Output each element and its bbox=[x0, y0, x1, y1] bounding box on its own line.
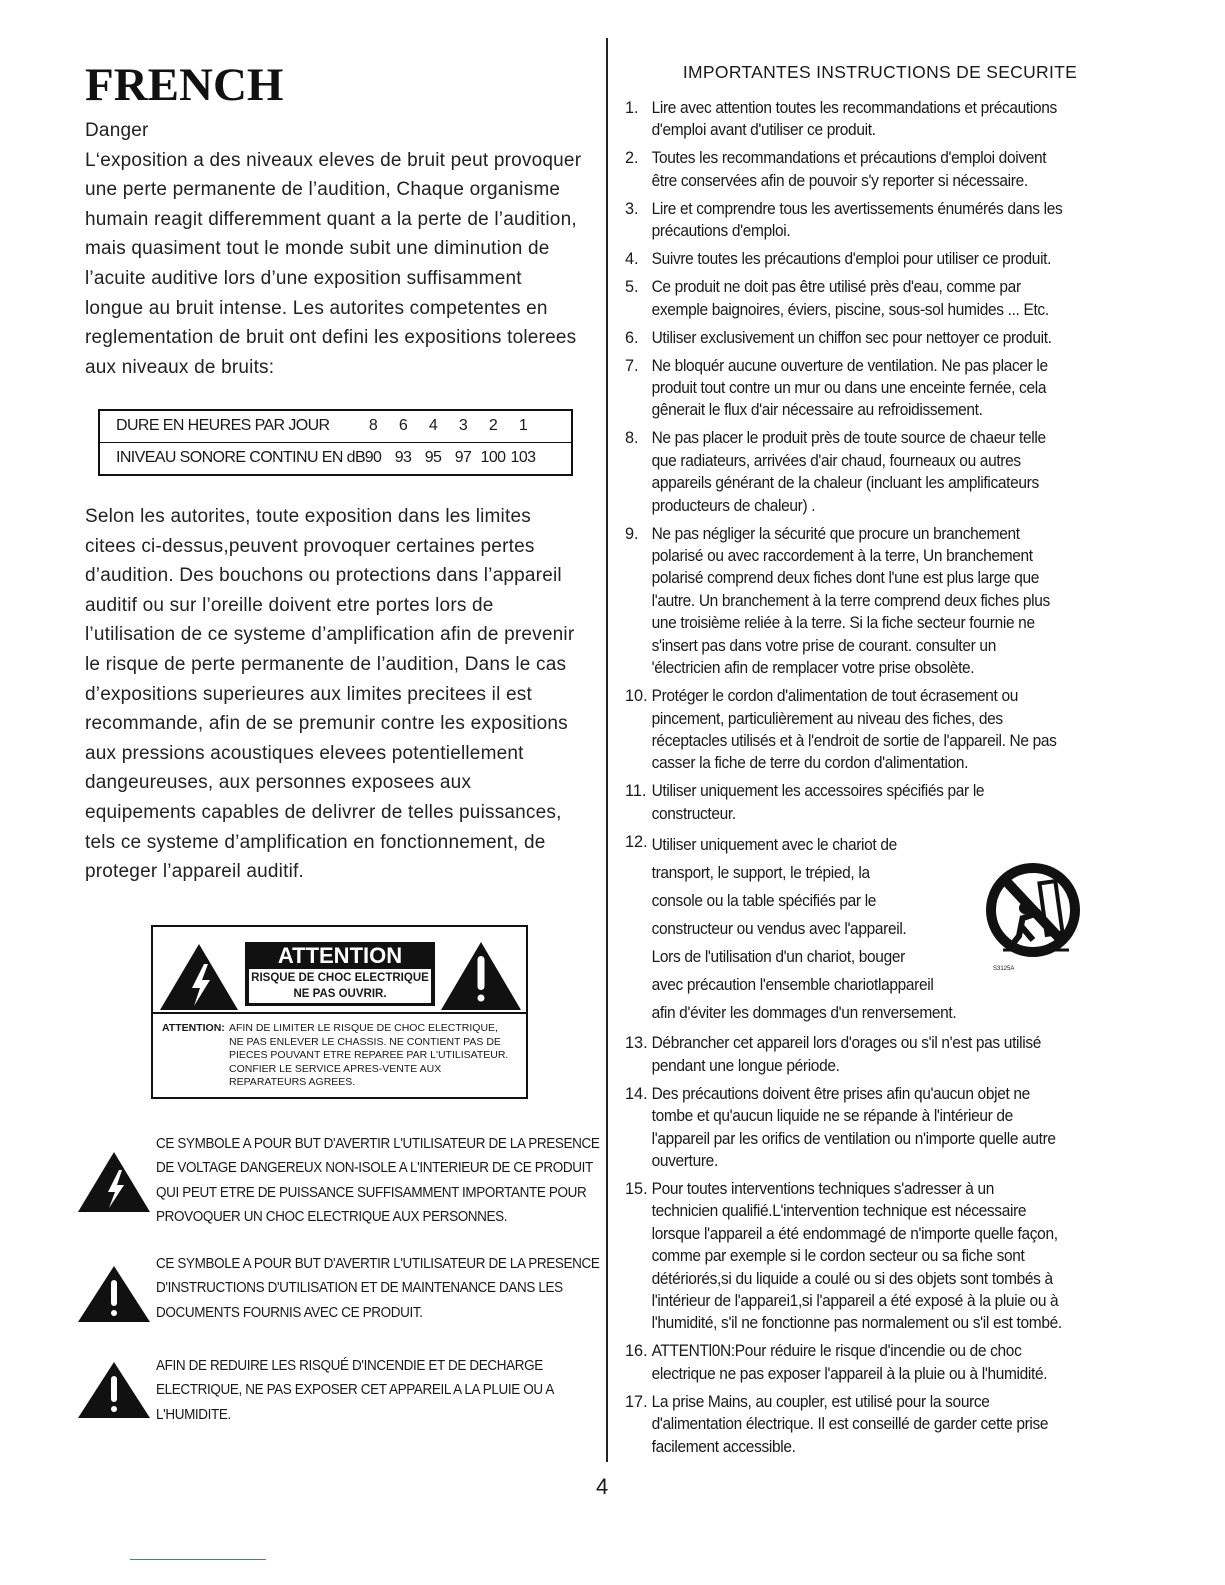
instruction-item bbox=[625, 355, 1145, 422]
cart-warning-icon bbox=[985, 860, 1081, 960]
instruction-item bbox=[625, 248, 1145, 270]
table-cell: 8 bbox=[368, 417, 378, 435]
instruction-item bbox=[625, 276, 1145, 321]
footer-line bbox=[130, 1559, 266, 1560]
text-line: d’expositions superieures aux limites precitees il est bbox=[85, 683, 532, 705]
table-cell: 93 bbox=[394, 449, 412, 467]
column-divider bbox=[606, 38, 608, 1462]
symbol-text-line: CE SYMBOLE A POUR BUT D'AVERTIR L'UTILISATEUR DE LA PRESENCE bbox=[156, 1136, 600, 1152]
instruction-line: d'alimentation électrique. Il est conseillé de garder cette prise bbox=[651, 1415, 1049, 1434]
symbol-text-line: PROVOQUER UN CHOC ELECTRIQUE AUX PERSONNES. bbox=[156, 1209, 508, 1226]
item-number: 2. bbox=[625, 149, 639, 168]
text-line: aux pressions acoustiques elevees potentiellement bbox=[85, 742, 524, 764]
table-cell: 4 bbox=[428, 417, 438, 435]
text-line: mais quasiment tout le monde subit une diminution de bbox=[85, 238, 550, 260]
instruction-line: l'autre. Un branchement à la terre comprend deux fiches plus bbox=[651, 591, 1050, 610]
item-number: 1. bbox=[625, 99, 639, 117]
attention-line: AFIN DE LIMITER LE RISQUE DE CHOC ELECTRIQUE, bbox=[229, 1022, 498, 1034]
symbol-text-line: DOCUMENTS FOURNIS AVEC CE PRODUIT. bbox=[156, 1304, 423, 1321]
instruction-line: que radiateurs, arrivées d'air chaud, fourneaux ou autres bbox=[651, 451, 1021, 470]
instruction-line: La prise Mains, au coupler, est utilisé pour la source bbox=[651, 1392, 990, 1411]
instruction-line: produit tout contre un mur ou dans une enceinte fernée, cela bbox=[651, 379, 1047, 398]
instruction-line: casser la fiche de terre du cordon d'alimentation. bbox=[651, 754, 969, 773]
instruction-line: l'appareil par les orifics de ventilation ou n'importe quelle autre bbox=[651, 1129, 1056, 1148]
text-line: l’acuite auditive lors d’une exposition suffisamment bbox=[85, 267, 522, 289]
instruction-line: Pour toutes interventions techniques s'adresser à un bbox=[651, 1179, 995, 1198]
item-number: 6. bbox=[625, 328, 639, 347]
instruction-line: afin d'éviter les dommages d'un renversement. bbox=[651, 1003, 957, 1022]
item-number: 11. bbox=[625, 782, 647, 801]
item-number: 15. bbox=[625, 1179, 648, 1198]
instruction-line: gênerait le flux d'air nécessaire au refroidissement. bbox=[651, 401, 983, 420]
table-cell: 100 bbox=[480, 449, 506, 467]
table-cell: 1 bbox=[518, 417, 528, 435]
text-line: humain reagit differemment quant a la perte de l’audition, bbox=[85, 208, 577, 230]
instruction-item bbox=[625, 780, 1145, 825]
table-row bbox=[100, 411, 571, 443]
instruction-item bbox=[625, 1083, 1145, 1173]
attention-warning-box bbox=[151, 925, 528, 1099]
text-line: le risque de perte permanente de l’audition, Dans le cas bbox=[85, 653, 567, 675]
instruction-line: facilement accessible. bbox=[651, 1437, 796, 1456]
instruction-line: Lors de l'utilisation d'un chariot, bouger bbox=[651, 947, 905, 966]
text-line: longue au bruit intense. Les autorites competentes en bbox=[85, 297, 548, 319]
instruction-line: appareils générant de la chaleur (incluant les amplificateurs bbox=[651, 474, 1039, 493]
table-cell: 3 bbox=[458, 417, 468, 435]
instruction-line: d'emploi avant d'utiliser ce produit. bbox=[651, 121, 876, 140]
text-line: Selon les autorites, toute exposition dans les limites bbox=[85, 506, 531, 527]
safety-instructions-heading: IMPORTANTES INSTRUCTIONS DE SECURITE bbox=[682, 62, 1078, 82]
instruction-line: constructeur ou vendus avec l'appareil. bbox=[651, 919, 907, 938]
instruction-line: Des précautions doivent être prises afin qu'aucun objet ne bbox=[651, 1084, 1030, 1103]
attention-line: NE PAS ENLEVER LE CHASSIS. NE CONTIENT PAS DE bbox=[229, 1035, 501, 1048]
text-line: l’utilisation de ce systeme d’amplification afin de prevenir bbox=[85, 624, 575, 646]
instruction-line: lorsque l'appareil a été endommagé de n'importe quelle façon, bbox=[651, 1224, 1058, 1243]
instruction-line: l'humidité, s'il ne fonctionne pas normalement ou s'il est tombé. bbox=[651, 1314, 1062, 1333]
symbol-text-line: D'INSTRUCTIONS D'UTILISATION ET DE MAINTENANCE DANS LES bbox=[156, 1280, 563, 1297]
instruction-line: technicien qualifié.L'intervention technique est nécessaire bbox=[651, 1202, 1027, 1221]
symbol-text-line: DE VOLTAGE DANGEREUX NON-ISOLE A L'INTERIEUR DE CE PRODUIT bbox=[156, 1160, 593, 1177]
symbol-text-line: AFIN DE REDUIRE LES RISQUÉ D'INCENDIE ET DE DECHARGE bbox=[156, 1358, 543, 1374]
instruction-line: transport, le support, le trépied, la bbox=[651, 863, 870, 882]
item-number: 4. bbox=[625, 250, 639, 269]
text-line: L‘exposition a des niveaux eleves de bruit peut provoquer bbox=[85, 149, 582, 171]
instruction-line: avec précaution l'ensemble chariotlappareil bbox=[651, 975, 934, 994]
item-number: 17. bbox=[625, 1392, 648, 1411]
instruction-line: producteurs de chaleur) . bbox=[651, 496, 816, 515]
item-number: 7. bbox=[625, 356, 639, 375]
row-label: INIVEAU SONORE CONTINU EN dB bbox=[116, 449, 366, 467]
noise-exposure-table bbox=[98, 409, 573, 476]
text-line: reglementation de bruit ont defini les expositions tolerees bbox=[85, 327, 577, 349]
intro-text bbox=[85, 116, 605, 382]
item-number: 16. bbox=[625, 1342, 648, 1361]
instruction-item bbox=[625, 1391, 1145, 1458]
item-number: 9. bbox=[625, 524, 639, 543]
exclamation-triangle-icon bbox=[78, 1362, 150, 1418]
instruction-line: electrique ne pas exposer l'appareil à la pluie ou à l'humidité. bbox=[651, 1364, 1048, 1383]
instruction-item bbox=[625, 327, 1145, 349]
lightning-triangle-icon bbox=[160, 944, 238, 1010]
instruction-line: pendant une longue période. bbox=[651, 1056, 840, 1075]
instruction-line: Ne pas placer le produit près de toute source de chaeur telle bbox=[651, 429, 1046, 448]
instruction-line: ouverture. bbox=[651, 1151, 718, 1170]
instruction-line: s'insert pas dans votre prise de courant. consulter un bbox=[651, 636, 996, 655]
text-line: une perte permanente de l’audition, Chaque organisme bbox=[85, 179, 561, 201]
instruction-line: être conservées afin de pouvoir s'y reporter si nécessaire. bbox=[651, 171, 1028, 190]
item-number: 14. bbox=[625, 1084, 648, 1103]
instruction-item bbox=[625, 523, 1145, 680]
safety-instructions-list bbox=[625, 97, 1145, 1464]
text-line: Danger bbox=[85, 120, 149, 141]
text-line: proteger l’appareil auditif. bbox=[85, 861, 304, 883]
item-number: 12. bbox=[625, 832, 648, 851]
symbol-text-line: QUI PEUT ETRE DE PUISSANCE SUFFISAMMENT IMPORTANTE POUR bbox=[156, 1184, 587, 1201]
text-line: aux niveaux de bruits: bbox=[85, 356, 275, 378]
instruction-line: Débrancher cet appareil lors d'orages ou s'il n'est pas utilisé bbox=[651, 1034, 1042, 1053]
lightning-triangle-icon bbox=[78, 1152, 150, 1212]
attention-line: REPARATEURS AGREES. bbox=[229, 1076, 356, 1089]
instruction-line: constructeur. bbox=[651, 804, 736, 823]
instruction-line: Utiliser exclusivement un chiffon sec pour nettoyer ce produit. bbox=[651, 328, 1052, 347]
table-cell: 103 bbox=[510, 449, 536, 467]
row-label: DURE EN HEURES PAR JOUR bbox=[116, 417, 330, 435]
instruction-line: détériorés,si du liquide a coulé ou si des objets sont tombés à bbox=[651, 1269, 1053, 1288]
instruction-line: Utiliser uniquement les accessoires spécifiés par le bbox=[651, 782, 985, 801]
instruction-line: comme par exemple si le cordon secteur ou sa fiche sont bbox=[651, 1247, 1025, 1266]
item-number: 10. bbox=[625, 687, 648, 706]
instruction-line: tombe et qu'aucun liquide ne se répande à l'intérieur de bbox=[651, 1107, 1013, 1126]
instruction-line: polarisé ou avec raccordement à la terre, Un branchement bbox=[651, 547, 1033, 566]
page-title: FRENCH bbox=[85, 59, 284, 111]
text-line: d’audition. Des bouchons ou protections dans l’appareil bbox=[85, 565, 562, 587]
instruction-line: polarisé comprend deux fiches dont l'une est plus large que bbox=[651, 569, 1040, 588]
instruction-line: Ce produit ne doit pas être utilisé près d'eau, comme par bbox=[651, 278, 1021, 297]
table-cell: 2 bbox=[488, 417, 498, 435]
instruction-line: pincement, particulièrement au niveau des fiches, des bbox=[651, 709, 1003, 728]
instruction-line: ATTENTl0N:Pour réduire le risque d'incendie ou de choc bbox=[651, 1342, 1022, 1361]
instruction-line: console ou la table spécifiés par le bbox=[651, 891, 877, 910]
instruction-line: Utiliser uniquement avec le chariot de bbox=[651, 835, 897, 854]
instruction-item bbox=[625, 97, 1145, 142]
instruction-line: Lire avec attention toutes les recommandations et précautions bbox=[651, 99, 1057, 117]
instruction-item bbox=[625, 685, 1145, 775]
symbol-text-line: CE SYMBOLE A POUR BUT D'AVERTIR L'UTILISATEUR DE LA PRESENCE bbox=[156, 1256, 600, 1272]
page-number: 4 bbox=[596, 1474, 609, 1499]
text-line: equipements capables de delivrer de telles puissances, bbox=[85, 801, 562, 823]
instruction-line: précautions d'emploi. bbox=[651, 222, 791, 241]
attention-heading: ATTENTION bbox=[277, 943, 403, 968]
instruction-item bbox=[625, 1340, 1145, 1385]
attention-line: CONFIER LE SERVICE APRES-VENTE AUX bbox=[229, 1062, 442, 1075]
item-number: 13. bbox=[625, 1034, 648, 1053]
attention-line: PIECES POUVANT ETRE REPAREE PAR L'UTILISATEUR. bbox=[229, 1049, 509, 1062]
instruction-item bbox=[625, 198, 1145, 243]
text-line: dangeureuses, aux personnes exposees aux bbox=[85, 772, 472, 794]
text-line: auditif ou sur l’oreille doivent etre portes lors de bbox=[85, 594, 494, 616]
instruction-line: l'intérieur de l'apparei1,si l'appareil a été exposé à la pluie ou à bbox=[651, 1291, 1059, 1310]
instruction-line: une troisième reliée à la terre. Si la fiche secteur fournie ne bbox=[651, 614, 1035, 633]
exposure-paragraph bbox=[85, 502, 605, 887]
shock-risk-text: RISQUE DE CHOC ELECTRIQUE bbox=[251, 972, 429, 984]
table-cell: 95 bbox=[424, 449, 442, 467]
instruction-line: Protéger le cordon d'alimentation de tout écrasement ou bbox=[651, 687, 1019, 706]
table-cell: 6 bbox=[398, 417, 408, 435]
text-line: recommande, afin de se premunir contre les expositions bbox=[85, 713, 568, 735]
do-not-open-text: NE PAS OUVRIR. bbox=[293, 988, 387, 1000]
instruction-line: Ne bloquér aucune ouverture de ventilation. Ne pas placer le bbox=[651, 356, 1048, 375]
instruction-item bbox=[625, 427, 1145, 517]
instruction-line: exemple baignoires, éviers, piscine, sous-sol humides ... Etc. bbox=[651, 300, 1049, 319]
instruction-line: Suivre toutes les précautions d'emploi pour utiliser ce produit. bbox=[651, 250, 1052, 269]
instruction-line: Toutes les recommandations et précautions d'emploi doivent bbox=[651, 149, 1047, 168]
table-cell: 90 bbox=[364, 449, 382, 467]
table-cell: 97 bbox=[454, 449, 472, 467]
attention-prefix: ATTENTION: bbox=[162, 1022, 225, 1034]
exclamation-triangle-icon bbox=[78, 1266, 150, 1322]
instruction-line: 'électricien afin de remplacer votre prise obsolète. bbox=[651, 659, 975, 678]
text-line: tels ce systeme d’amplification en fonctionnement, de bbox=[85, 831, 546, 853]
item-number: 5. bbox=[625, 278, 639, 297]
item-number: 8. bbox=[625, 429, 639, 448]
instruction-line: Lire et comprendre tous les avertissements énumérés dans les bbox=[651, 199, 1063, 218]
item-number: 3. bbox=[625, 199, 639, 218]
instruction-item bbox=[625, 1032, 1145, 1077]
instruction-item bbox=[625, 1178, 1145, 1335]
instruction-line: Ne pas négliger la sécurité que procure un branchement bbox=[651, 524, 1020, 543]
text-line: citees ci-dessus,peuvent provoquer certaines pertes bbox=[85, 535, 535, 557]
instruction-item bbox=[625, 147, 1145, 192]
instruction-line: réceptacles utilisés et à l'endroit de sortie de l'appareil. Ne pas bbox=[651, 731, 1057, 750]
attention-label bbox=[245, 942, 435, 1006]
table-row bbox=[100, 443, 571, 475]
cart-icon-code: S3125A bbox=[993, 966, 1015, 972]
symbol-text-line: L'HUMIDITE. bbox=[156, 1406, 231, 1423]
symbol-text-line: ELECTRIQUE, NE PAS EXPOSER CET APPAREIL A LA PLUIE OU A bbox=[156, 1382, 554, 1399]
exclamation-triangle-icon bbox=[441, 942, 521, 1010]
